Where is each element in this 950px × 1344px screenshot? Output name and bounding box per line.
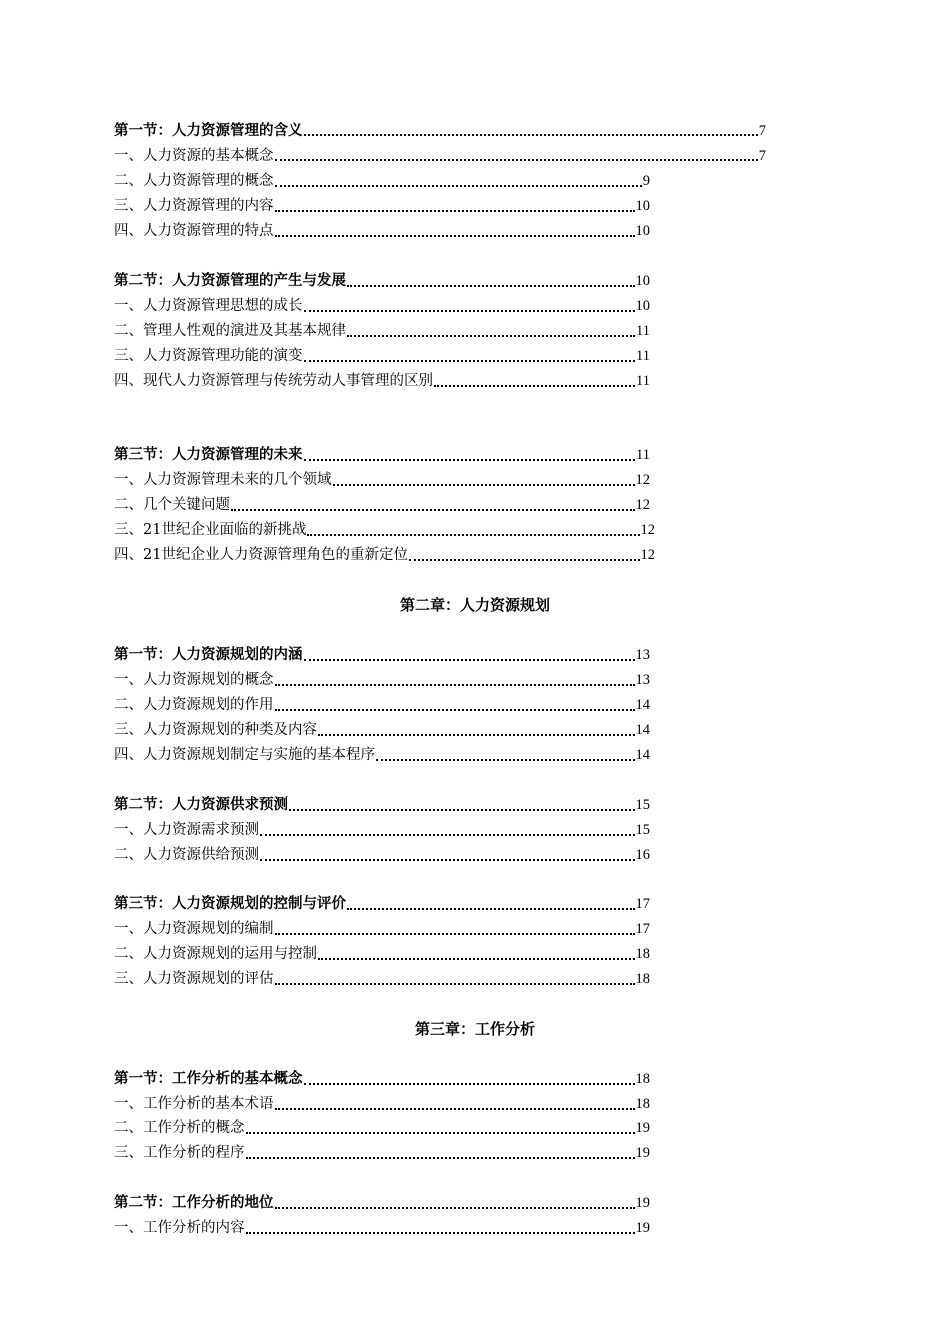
- toc-entry[interactable]: [114, 320, 650, 342]
- toc-entry-label: 一、工作分析的基本术语: [114, 1096, 274, 1112]
- toc-entry[interactable]: [114, 794, 650, 816]
- toc-entry-label: 第二节：工作分析的地位: [114, 1194, 274, 1211]
- toc-page-number: 13: [635, 647, 650, 663]
- toc-entry-label: 二、工作分析的概念: [114, 1120, 245, 1136]
- toc-leader: [304, 459, 636, 461]
- toc-page-number: 15: [635, 822, 650, 838]
- toc-entry[interactable]: [114, 519, 655, 541]
- toc-leader: [260, 834, 635, 836]
- toc-entry[interactable]: [114, 844, 650, 866]
- toc-page-number: 11: [636, 323, 650, 339]
- toc-entry[interactable]: [114, 1093, 650, 1115]
- toc-entry[interactable]: [114, 669, 650, 691]
- toc-leader: [376, 759, 635, 761]
- toc-entry[interactable]: [114, 544, 655, 566]
- toc-leader: [260, 859, 635, 861]
- toc-page-number: 14: [635, 747, 650, 763]
- toc-page-number: 19: [635, 1145, 650, 1161]
- toc-entry[interactable]: [114, 719, 650, 741]
- toc-entry-label: 一、工作分析的内容: [114, 1220, 245, 1236]
- toc-leader: [304, 659, 635, 661]
- toc-entry-label: 四、21世纪企业人力资源管理角色的重新定位: [114, 547, 408, 563]
- toc-entry[interactable]: [114, 145, 766, 167]
- toc-leader: [304, 134, 758, 136]
- toc-entry-label: 三、人力资源规划的评估: [114, 971, 274, 987]
- chapter-title: 第三章：工作分析: [414, 1020, 535, 1038]
- toc-entry[interactable]: [114, 694, 650, 716]
- toc-page-number: 10: [635, 223, 650, 239]
- toc-entry[interactable]: [114, 1192, 650, 1214]
- toc-page-number: 11: [636, 348, 650, 364]
- toc-leader: [347, 335, 635, 337]
- toc-leader: [246, 1232, 635, 1234]
- toc-entry[interactable]: [114, 494, 650, 516]
- toc-entry[interactable]: [114, 444, 650, 466]
- toc-entry-label: 一、人力资源规划的编制: [114, 921, 274, 937]
- toc-page-number: 17: [635, 921, 650, 937]
- toc-entry[interactable]: [114, 1068, 650, 1090]
- chapter-heading[interactable]: [0, 594, 950, 616]
- toc-leader: [275, 1207, 635, 1209]
- toc-entry-label: 二、人力资源规划的运用与控制: [114, 946, 317, 962]
- toc-entry[interactable]: [114, 295, 650, 317]
- toc-leader: [409, 559, 640, 561]
- toc-leader: [434, 385, 635, 387]
- toc-page-number: 14: [635, 722, 650, 738]
- toc-leader: [231, 509, 635, 511]
- toc-entry-label: 一、人力资源的基本概念: [114, 148, 274, 164]
- toc-leader: [347, 285, 635, 287]
- toc-page-number: 12: [635, 472, 650, 488]
- toc-leader: [304, 310, 635, 312]
- toc-page-number: 13: [635, 672, 650, 688]
- toc-page-number: 14: [635, 697, 650, 713]
- chapter-heading[interactable]: [0, 1018, 950, 1040]
- toc-page-number: 7: [758, 123, 766, 139]
- toc-entry-label: 一、人力资源管理思想的成长: [114, 298, 303, 314]
- toc-entry[interactable]: [114, 469, 650, 491]
- toc-entry[interactable]: [114, 1117, 650, 1139]
- toc-page-number: 10: [635, 273, 650, 289]
- toc-entry[interactable]: [114, 370, 650, 392]
- toc-leader: [318, 958, 635, 960]
- toc-entry[interactable]: [114, 1142, 650, 1164]
- toc-page-number: 19: [635, 1220, 650, 1236]
- toc-leader: [304, 1083, 635, 1085]
- toc-entry[interactable]: [114, 345, 650, 367]
- toc-entry[interactable]: [114, 893, 650, 915]
- toc-entry-label: 二、几个关键问题: [114, 497, 230, 513]
- toc-leader: [246, 1132, 635, 1134]
- chapter-title: 第二章：人力资源规划: [399, 596, 550, 614]
- toc-entry-label: 四、人力资源管理的特点: [114, 223, 274, 239]
- toc-entry[interactable]: [114, 918, 650, 940]
- toc-page-number: 11: [636, 373, 650, 389]
- toc-entry-label: 四、人力资源规划制定与实施的基本程序: [114, 747, 375, 763]
- toc-leader: [275, 159, 758, 161]
- toc-entry-label: 三、人力资源管理的内容: [114, 198, 274, 214]
- toc-entry-label: 一、人力资源规划的概念: [114, 672, 274, 688]
- toc-leader: [275, 983, 635, 985]
- toc-page-number: 10: [635, 298, 650, 314]
- toc-page-number: 10: [635, 198, 650, 214]
- toc-leader: [304, 360, 636, 362]
- toc-page-number: 19: [635, 1120, 650, 1136]
- toc-entry-label: 第三节：人力资源管理的未来: [114, 446, 303, 463]
- toc-leader: [318, 734, 635, 736]
- toc-entry-label: 二、人力资源管理的概念: [114, 173, 274, 189]
- toc-entry[interactable]: [114, 644, 650, 666]
- toc-entry-label: 二、人力资源规划的作用: [114, 697, 274, 713]
- toc-entry-label: 第三节：人力资源规划的控制与评价: [114, 895, 346, 912]
- toc-entry[interactable]: [114, 744, 650, 766]
- toc-page-number: 17: [635, 896, 650, 912]
- toc-entry[interactable]: [114, 195, 650, 217]
- toc-leader: [307, 534, 639, 536]
- toc-page-number: 18: [635, 971, 650, 987]
- toc-page-number: 12: [640, 522, 655, 538]
- toc-page-number: 11: [636, 447, 650, 463]
- toc-leader: [275, 185, 642, 187]
- toc-entry-label: 三、21世纪企业面临的新挑战: [114, 522, 307, 538]
- toc-leader: [275, 684, 635, 686]
- toc-page-number: 7: [758, 148, 766, 164]
- toc-entry[interactable]: [114, 1217, 650, 1239]
- toc-entry-label: 第一节：人力资源管理的含义: [114, 122, 303, 139]
- toc-page-number: 16: [635, 847, 650, 863]
- toc-entry-label: 第一节：工作分析的基本概念: [114, 1070, 303, 1087]
- toc-page-number: 18: [635, 1096, 650, 1112]
- toc-leader: [275, 210, 635, 212]
- toc-leader: [275, 709, 635, 711]
- toc-entry-label: 二、人力资源供给预测: [114, 847, 259, 863]
- toc-entry[interactable]: [114, 220, 650, 242]
- toc-entry-label: 三、工作分析的程序: [114, 1145, 245, 1161]
- toc-leader: [333, 484, 635, 486]
- toc-leader: [275, 933, 635, 935]
- toc-page-number: 18: [635, 1071, 650, 1087]
- toc-entry-label: 第二节：人力资源供求预测: [114, 796, 288, 813]
- toc-page-number: 18: [635, 946, 650, 962]
- toc-page-number: 9: [642, 173, 650, 189]
- toc-leader: [275, 1108, 635, 1110]
- toc-entry[interactable]: [114, 120, 766, 142]
- toc-leader: [289, 809, 635, 811]
- toc-entry-label: 二、管理人性观的演进及其基本规律: [114, 323, 346, 339]
- toc-entry[interactable]: [114, 943, 650, 965]
- toc-entry-label: 一、人力资源管理未来的几个领域: [114, 472, 332, 488]
- toc-entry[interactable]: [114, 270, 650, 292]
- toc-entry-label: 四、现代人力资源管理与传统劳动人事管理的区别: [114, 373, 433, 389]
- toc-entry[interactable]: [114, 170, 650, 192]
- toc-page-number: 12: [640, 547, 655, 563]
- toc-entry-label: 三、人力资源规划的种类及内容: [114, 722, 317, 738]
- toc-leader: [347, 908, 635, 910]
- toc-page-number: 19: [635, 1195, 650, 1211]
- toc-entry-label: 第二节：人力资源管理的产生与发展: [114, 272, 346, 289]
- toc-page-number: 12: [635, 497, 650, 513]
- toc-page-number: 15: [635, 797, 650, 813]
- toc-leader: [275, 235, 635, 237]
- toc-entry-label: 一、人力资源需求预测: [114, 822, 259, 838]
- toc-leader: [246, 1157, 635, 1159]
- toc-entry[interactable]: [114, 819, 650, 841]
- toc-entry-label: 第一节：人力资源规划的内涵: [114, 646, 303, 663]
- toc-entry[interactable]: [114, 968, 650, 990]
- toc-entry-label: 三、人力资源管理功能的演变: [114, 348, 303, 364]
